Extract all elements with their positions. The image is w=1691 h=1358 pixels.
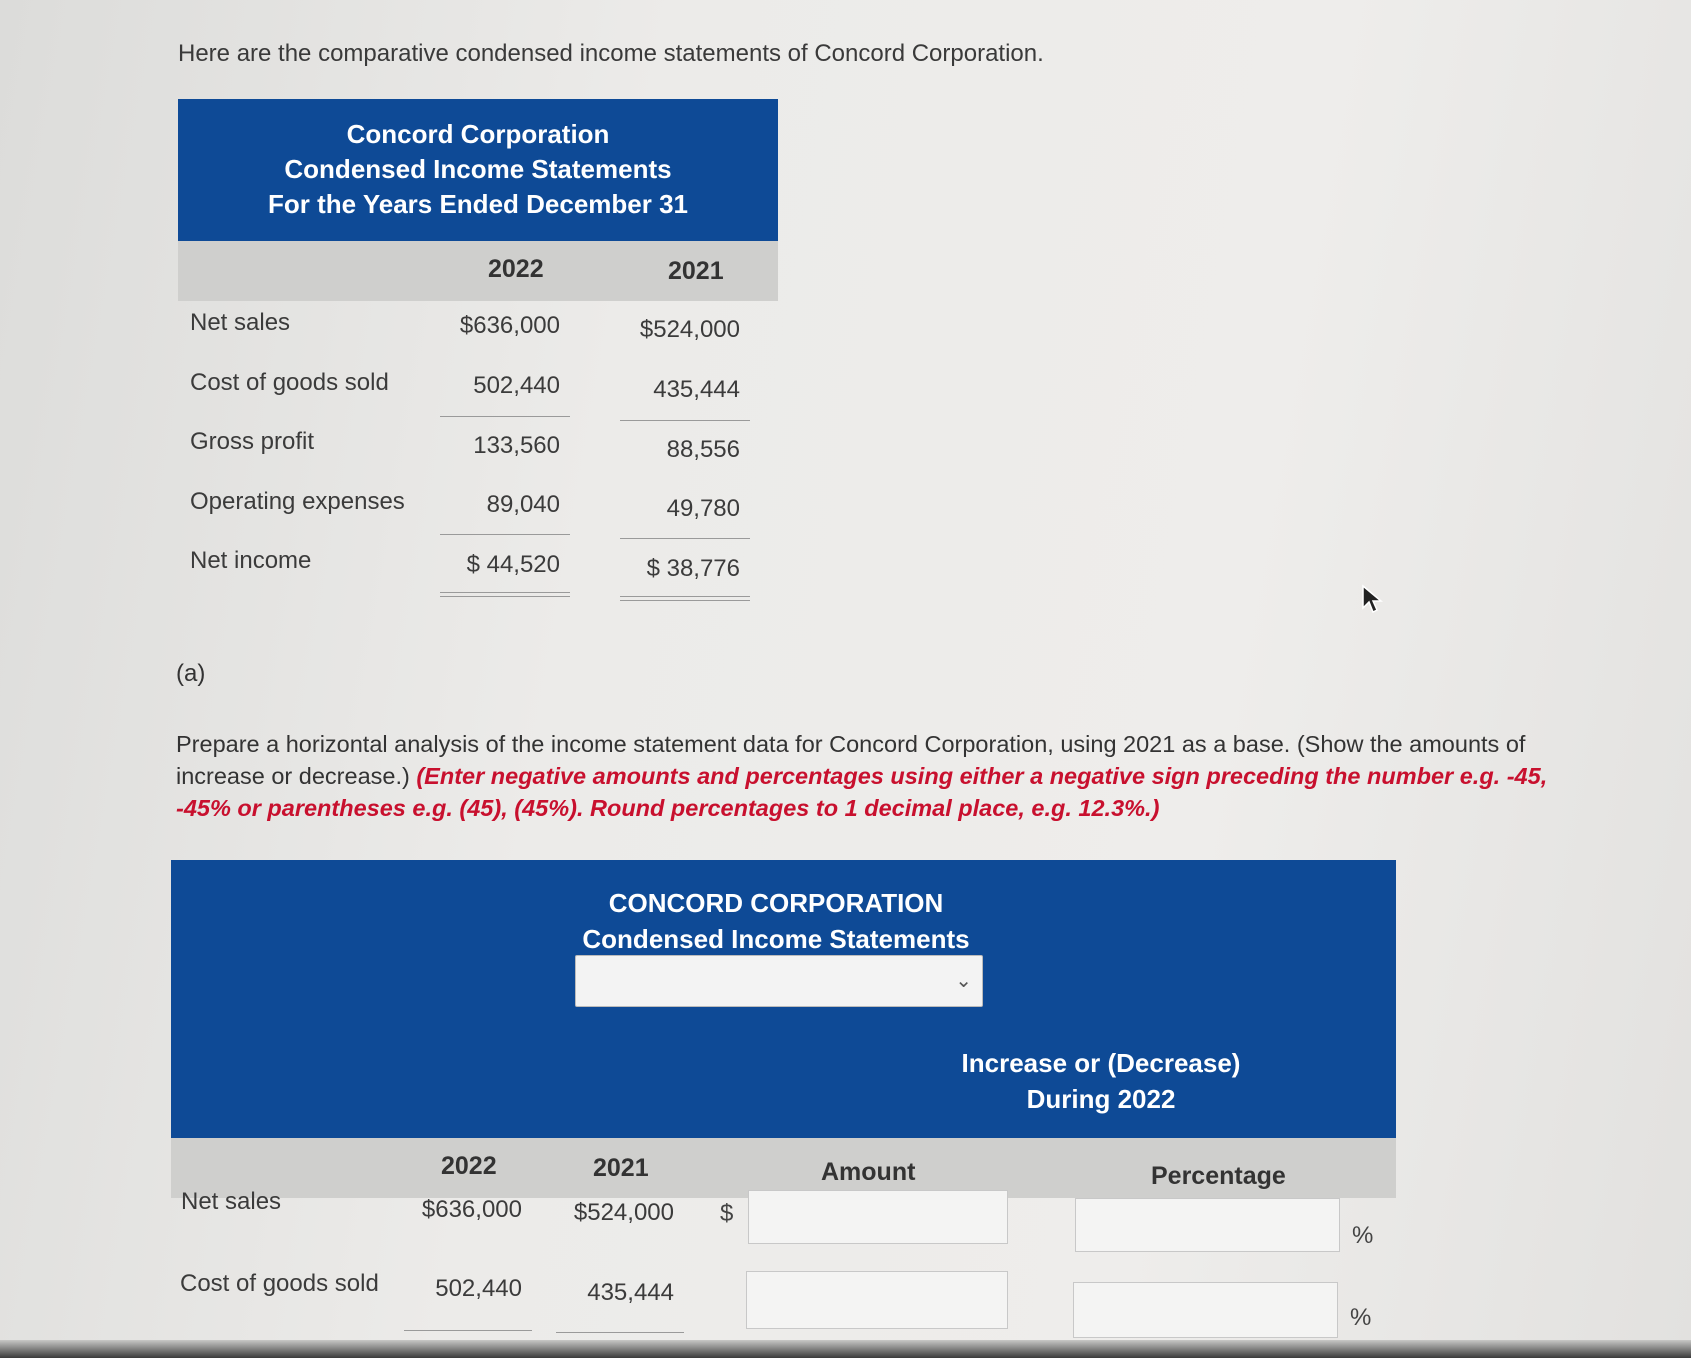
analysis-value-2021: $524,000 <box>573 1199 674 1226</box>
analysis-value-2022: $636,000 <box>421 1196 522 1223</box>
chevron-down-icon: ⌄ <box>955 970 972 992</box>
subtotal-underline <box>620 538 750 539</box>
period-select[interactable] <box>575 955 983 1007</box>
subtotal-underline <box>440 534 570 535</box>
statement-value-2021: 49,780 <box>666 495 740 522</box>
statement-header <box>178 99 778 241</box>
statement-row-label: Net sales <box>190 309 291 336</box>
analysis-col-2021: 2021 <box>593 1154 649 1182</box>
statement-title: Condensed Income Statements <box>284 154 672 184</box>
cogs-amount-input[interactable] <box>746 1271 1008 1329</box>
instructions-main: Prepare a horizontal analysis of the income statement data for Concord Corporation, using 2021 as a base. (Show the amounts of increase or decrease.) <box>176 731 1526 789</box>
analysis-row-label: Cost of goods sold <box>180 1270 379 1297</box>
statement-value-2021: 435,444 <box>653 376 740 403</box>
statement-value-2022: 133,560 <box>473 432 560 459</box>
screen-edge <box>0 1340 1691 1358</box>
analysis-col-2022: 2022 <box>441 1152 497 1180</box>
statement-value-2022: $ 44,520 <box>466 551 560 578</box>
analysis-column-header-row <box>171 1138 1396 1198</box>
total-double-underline <box>440 592 570 597</box>
percent-sign: % <box>1350 1304 1372 1331</box>
during-label: During 2022 <box>1026 1084 1176 1114</box>
analysis-col-amount: Amount <box>821 1158 916 1186</box>
statement-row-label: Operating expenses <box>190 488 405 515</box>
statement-value-2022: 502,440 <box>473 372 560 399</box>
analysis-title-block <box>171 885 1381 957</box>
analysis-value-2022: 502,440 <box>435 1275 522 1302</box>
statement-row-label: Net income <box>190 547 312 574</box>
statement-value-2022: $636,000 <box>459 312 560 339</box>
net-sales-percentage-input[interactable] <box>1075 1198 1340 1252</box>
analysis-title: Condensed Income Statements <box>582 924 970 954</box>
statement-value-2021: 88,556 <box>666 436 740 463</box>
statement-company: Concord Corporation <box>346 119 610 149</box>
mouse-cursor-icon <box>1361 584 1383 616</box>
statement-col-2022: 2022 <box>488 255 544 283</box>
intro-text: Here are the comparative condensed income statements of Concord Corporation. <box>178 40 1044 67</box>
instructions-red: (Enter negative amounts and percentages using either a negative sign preceding the number e.g. -45, -45% or parentheses e.g. (45), (45%). Round percentages to 1 decimal place, e.g. 12.3%.) <box>176 763 1548 821</box>
net-sales-amount-input[interactable] <box>748 1190 1008 1244</box>
subtotal-underline <box>440 416 570 417</box>
analysis-value-2021: 435,444 <box>587 1279 674 1306</box>
statement-value-2021: $524,000 <box>639 316 740 343</box>
statement-value-2021: $ 38,776 <box>646 555 740 582</box>
statement-column-header-row <box>178 241 778 301</box>
total-double-underline <box>620 596 750 601</box>
statement-row-label: Cost of goods sold <box>190 369 389 396</box>
subtotal-underline <box>620 420 750 421</box>
statement-col-2021: 2021 <box>668 257 724 285</box>
statement-value-2022: 89,040 <box>486 491 560 518</box>
instructions <box>176 728 1586 824</box>
increase-header <box>891 1045 1311 1117</box>
statement-period: For the Years Ended December 31 <box>267 189 689 219</box>
analysis-company: CONCORD CORPORATION <box>608 888 944 918</box>
statement-row-label: Gross profit <box>190 428 315 455</box>
analysis-header <box>171 860 1396 1138</box>
analysis-row-label: Net sales <box>181 1188 282 1215</box>
dollar-sign: $ <box>720 1200 734 1227</box>
analysis-col-percentage: Percentage <box>1151 1162 1286 1190</box>
cogs-percentage-input[interactable] <box>1073 1282 1338 1338</box>
part-label: (a) <box>176 660 206 687</box>
percent-sign: % <box>1352 1222 1374 1249</box>
subtotal-underline <box>404 1330 532 1331</box>
subtotal-underline <box>556 1332 684 1333</box>
increase-label: Increase or (Decrease) <box>961 1048 1241 1078</box>
